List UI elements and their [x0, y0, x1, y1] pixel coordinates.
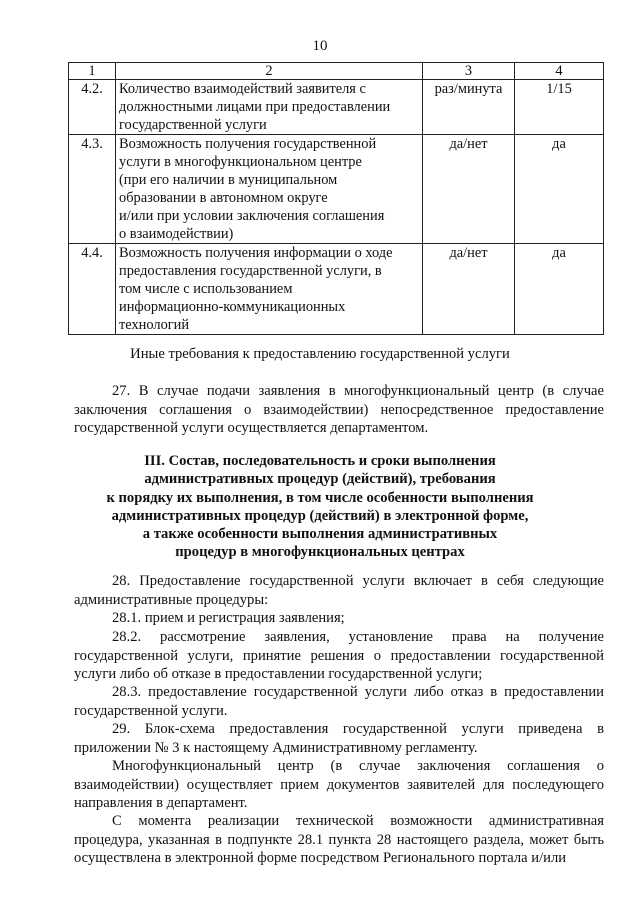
table-row	[69, 80, 604, 135]
row-text: Возможность получения государственной услуги в многофункциональном центре (при его наличии в муниципальном образовании в автономном округе и/или при условии заключения соглашения о взаимодействии)	[119, 136, 385, 242]
row-number: 4.4.	[69, 244, 116, 335]
page-number: 10	[312, 38, 328, 54]
header-col-3: 3	[423, 63, 515, 80]
row-number: 4.3.	[69, 135, 116, 244]
header-col-1: 1	[69, 63, 116, 80]
row-value: да	[515, 244, 604, 335]
table-header-row	[69, 63, 604, 80]
row-unit: да/нет	[423, 135, 515, 244]
table-row	[69, 244, 604, 335]
subsection-heading: Иные требования к предоставлению государственной услуги	[130, 346, 510, 362]
paragraph-28-2: 28.2. рассмотрение заявления, установление права на получение государственной услуги, принятие решения о предоставлении государственной услуги либо об отказе в предоставлении государственной услуги;	[74, 629, 604, 682]
paragraph-27: 27. В случае подачи заявления в многофункциональный центр (в случае заключения соглашения о взаимодействии) непосредственное предоставление государственной услуги осуществляется департаментом.	[74, 383, 604, 436]
paragraph-electronic: С момента реализации технической возможности административная процедура, указанная в подпункте 28.1 пункта 28 настоящего раздела, может быть осуществлена в электронной форме посредством Регионального портала и/или	[74, 813, 604, 866]
header-col-2: 2	[116, 63, 423, 80]
table-row	[69, 135, 604, 244]
row-value: 1/15	[515, 80, 604, 135]
section-title: III. Состав, последовательность и сроки выполнения административных процедур (действий), требования к порядку их выполнения, в том числе особенности выполнения административных процедур (действий) в электронной форме, а также особенности выполнения административных процедур в многофункциональных центрах	[106, 453, 534, 561]
row-number: 4.2.	[69, 80, 116, 135]
requirements-table	[68, 62, 604, 335]
paragraph-mfc: Многофункциональный центр (в случае заключения соглашения о взаимодействии) осуществляет прием документов заявителей для последующего направления в департамент.	[74, 758, 604, 811]
row-value: да	[515, 135, 604, 244]
paragraph-28: 28. Предоставление государственной услуги включает в себя следующие административные процедуры:	[74, 573, 604, 608]
paragraph-28-1: 28.1. прием и регистрация заявления;	[112, 610, 345, 626]
row-text: Возможность получения информации о ходе предоставления государственной услуги, в том числе с использованием информационно-коммуникационных технологий	[119, 245, 393, 333]
paragraph-29: 29. Блок-схема предоставления государственной услуги приведена в приложении № 3 к настоящему Административному регламенту.	[74, 721, 604, 756]
row-unit: да/нет	[423, 244, 515, 335]
paragraph-28-3: 28.3. предоставление государственной услуги либо отказ в предоставлении государственной услуги.	[74, 684, 604, 719]
row-unit: раз/минута	[423, 80, 515, 135]
header-col-4: 4	[515, 63, 604, 80]
row-text: Количество взаимодействий заявителя с должностными лицами при предоставлении государственной услуги	[119, 81, 391, 133]
